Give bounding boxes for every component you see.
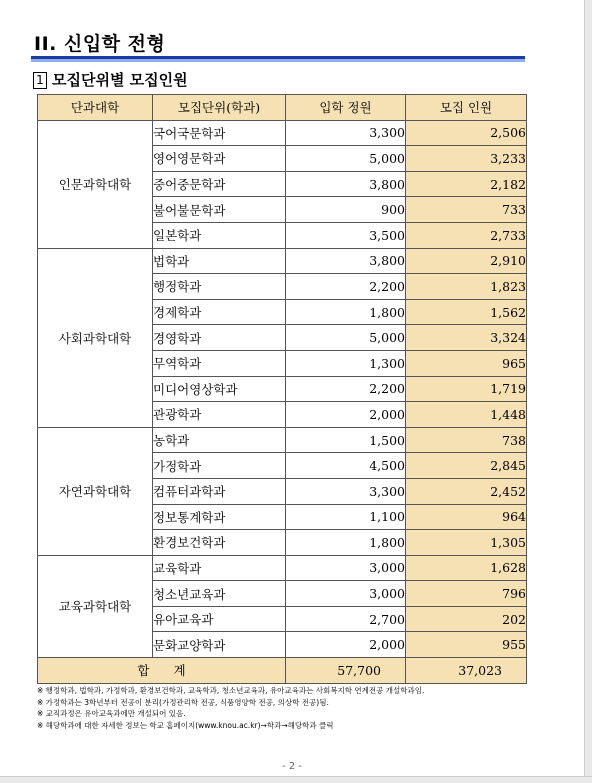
department-cell: 무역학과 <box>153 350 286 376</box>
table-row <box>38 427 527 453</box>
footnote: ※ 가정학과는 3학년부터 전공이 분리(가정관리학 전공, 식품영양학 전공, 의상학 전공)됨. <box>37 697 329 707</box>
applicants-cell: 3,233 <box>406 146 527 172</box>
department-cell: 관광학과 <box>153 402 286 428</box>
header-quota: 입학 정원 <box>286 95 406 121</box>
quota-cell: 1,500 <box>286 427 406 453</box>
header-applicants: 모집 인원 <box>406 95 527 121</box>
department-cell: 경제학과 <box>153 299 286 325</box>
quota-cell: 1,300 <box>286 350 406 376</box>
applicants-cell: 955 <box>406 632 527 658</box>
quota-cell: 900 <box>286 197 406 223</box>
college-cell: 사회과학대학 <box>38 248 153 427</box>
header-row <box>38 95 527 121</box>
quota-cell: 3,000 <box>286 581 406 607</box>
table-row <box>38 555 527 581</box>
footnote: ※ 행정학과, 법학과, 가정학과, 환경보건학과, 교육학과, 청소년교육과, 유아교육과는 사회복지학 연계전공 개설학과임. <box>37 686 425 695</box>
department-cell: 정보통계학과 <box>153 504 286 530</box>
applicants-cell: 1,562 <box>406 299 527 325</box>
section-header <box>31 33 525 59</box>
department-cell: 법학과 <box>153 248 286 274</box>
header-department: 모집단위(학과) <box>153 95 286 121</box>
total-label: 합계 <box>38 658 286 684</box>
recruitment-table <box>37 94 527 684</box>
applicants-cell: 1,823 <box>406 274 527 300</box>
table-header <box>38 95 527 121</box>
subsection-title: 모집단위별 모집인원 <box>52 71 188 89</box>
applicants-cell: 1,719 <box>406 376 527 402</box>
applicants-cell: 964 <box>406 504 527 530</box>
quota-cell: 2,200 <box>286 274 406 300</box>
table-row <box>38 248 527 274</box>
quota-cell: 2,000 <box>286 402 406 428</box>
college-cell: 자연과학대학 <box>38 427 153 555</box>
department-cell: 농학과 <box>153 427 286 453</box>
applicants-cell: 202 <box>406 606 527 632</box>
department-cell: 중어중문학과 <box>153 171 286 197</box>
total-applicants: 37,023 <box>406 658 527 684</box>
quota-cell: 1,800 <box>286 530 406 556</box>
applicants-cell: 1,628 <box>406 555 527 581</box>
subsection-number-box: 1 <box>33 72 47 89</box>
header-college: 단과대학 <box>38 95 153 121</box>
total-quota: 57,700 <box>286 658 406 684</box>
applicants-cell: 1,448 <box>406 402 527 428</box>
quota-cell: 3,800 <box>286 248 406 274</box>
quota-cell: 3,800 <box>286 171 406 197</box>
department-cell: 가정학과 <box>153 453 286 479</box>
quota-cell: 2,000 <box>286 632 406 658</box>
title-underline-light <box>31 59 525 62</box>
total-row <box>38 658 527 684</box>
department-cell: 행정학과 <box>153 274 286 300</box>
quota-cell: 2,700 <box>286 606 406 632</box>
applicants-cell: 965 <box>406 350 527 376</box>
quota-cell: 3,300 <box>286 120 406 146</box>
department-cell: 청소년교육과 <box>153 581 286 607</box>
department-cell: 교육학과 <box>153 555 286 581</box>
applicants-cell: 2,506 <box>406 120 527 146</box>
quota-cell: 3,000 <box>286 555 406 581</box>
applicants-cell: 738 <box>406 427 527 453</box>
department-cell: 환경보건학과 <box>153 530 286 556</box>
applicants-cell: 2,845 <box>406 453 527 479</box>
applicants-cell: 1,305 <box>406 530 527 556</box>
college-cell: 교육과학대학 <box>38 555 153 657</box>
footnotes <box>37 685 424 731</box>
footnote: ※ 해당학과에 대한 자세한 정보는 학교 홈페이지(www.knou.ac.kr)→학과→해당학과 클릭 <box>37 720 334 730</box>
footnote: ※ 교직과정은 유아교육과에만 개설되어 있음. <box>37 709 186 718</box>
department-cell: 유아교육과 <box>153 606 286 632</box>
quota-cell: 5,000 <box>286 146 406 172</box>
applicants-cell: 2,182 <box>406 171 527 197</box>
applicants-cell: 2,733 <box>406 222 527 248</box>
department-cell: 문화교양학과 <box>153 632 286 658</box>
table-row <box>38 120 527 146</box>
applicants-cell: 3,324 <box>406 325 527 351</box>
table-footer <box>38 658 527 684</box>
department-cell: 경영학과 <box>153 325 286 351</box>
quota-cell: 2,200 <box>286 376 406 402</box>
department-cell: 컴퓨터과학과 <box>153 478 286 504</box>
applicants-cell: 2,452 <box>406 478 527 504</box>
quota-cell: 4,500 <box>286 453 406 479</box>
applicants-cell: 2,910 <box>406 248 527 274</box>
quota-cell: 1,100 <box>286 504 406 530</box>
quota-cell: 5,000 <box>286 325 406 351</box>
department-cell: 영어영문학과 <box>153 146 286 172</box>
department-cell: 국어국문학과 <box>153 120 286 146</box>
department-cell: 일본학과 <box>153 222 286 248</box>
applicants-cell: 733 <box>406 197 527 223</box>
section-title: II. 신입학 전형 <box>34 33 166 55</box>
department-cell: 불어불문학과 <box>153 197 286 223</box>
quota-cell: 3,300 <box>286 478 406 504</box>
page-frame-right <box>584 0 592 782</box>
applicants-cell: 796 <box>406 581 527 607</box>
subsection-header <box>33 69 188 90</box>
department-cell: 미디어영상학과 <box>153 376 286 402</box>
table-body <box>38 120 527 657</box>
quota-cell: 3,500 <box>286 222 406 248</box>
quota-cell: 1,800 <box>286 299 406 325</box>
college-cell: 인문과학대학 <box>38 120 153 248</box>
page-number: - 2 - <box>282 761 302 772</box>
